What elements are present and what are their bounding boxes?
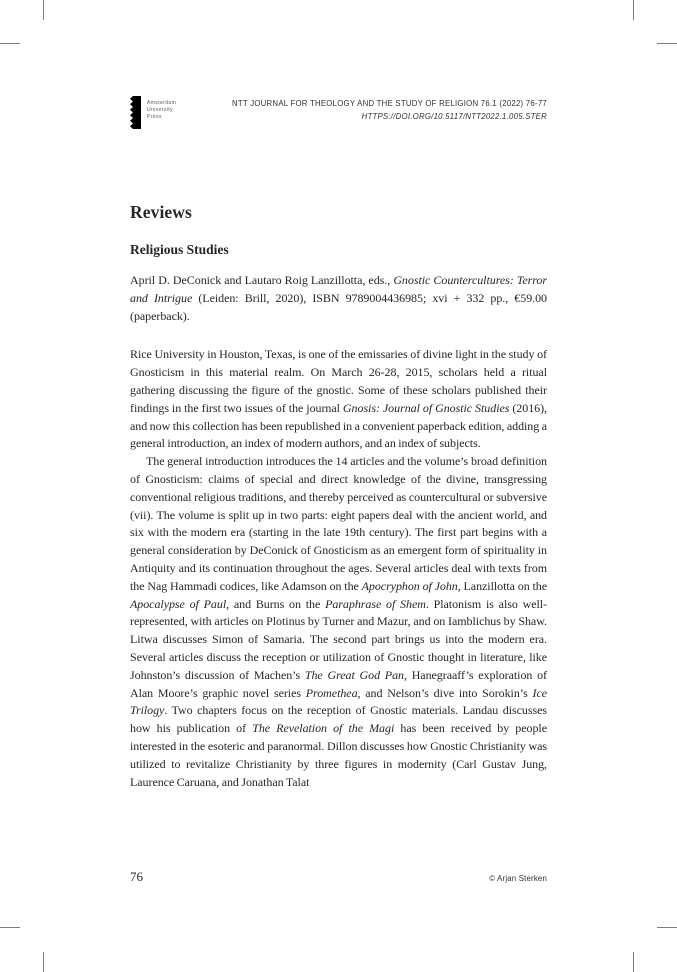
publisher-logo	[130, 96, 176, 134]
journal-title-line: NTT JOURNAL FOR THEOLOGY AND THE STUDY OF RELIGION 76.1 (2022) 76-77	[232, 99, 547, 108]
publisher-name-line: Press	[147, 114, 162, 120]
crop-mark-top-left-horizontal	[0, 43, 20, 44]
crop-mark-bottom-right-vertical	[633, 952, 634, 972]
journal-doi-line: HTTPS://DOI.ORG/10.5117/NTT2022.1.005.STER	[361, 112, 547, 121]
crop-mark-bottom-left-vertical	[43, 952, 44, 972]
page-footer	[130, 869, 547, 885]
review-paragraph: Rice University in Houston, Texas, is one of the emissaries of divine light in the study of Gnosticism in this material realm. On March 26-28, 2015, scholars held a ritual gathering discussing the figure of the gnostic. Some of these scholars published their findings in the first two issues of the journal Gnosis: Journal of Gnostic Studies (2016), and now this collection has been republished in a convenient paperback edition, adding a general introduction, an index of modern authors, and an index of subjects.	[130, 347, 548, 451]
crop-mark-bottom-left-horizontal	[0, 927, 20, 928]
publisher-name-line: University	[147, 107, 173, 113]
section-heading: Religious Studies	[130, 242, 229, 257]
article-body	[130, 202, 547, 791]
publisher-logo-mark-icon	[130, 96, 141, 134]
page-number: 76	[130, 869, 143, 884]
journal-header	[232, 97, 547, 123]
crop-mark-top-right-horizontal	[657, 43, 677, 44]
publisher-logo-text	[147, 96, 176, 121]
publisher-name-line: Amsterdam	[147, 100, 177, 106]
copyright-notice: © Arjan Sterken	[489, 874, 547, 883]
crop-mark-top-left-vertical	[43, 0, 44, 20]
book-citation: April D. DeConick and Lautaro Roig Lanzillotta, eds., Gnostic Countercultures: Terror and Intrigue (Leiden: Brill, 2020), ISBN 9789004436985; xvi + 332 pp., €59.00 (paperback).	[130, 273, 548, 323]
review-paragraph: The general introduction introduces the 14 articles and the volume’s broad definition of Gnosticism: claims of special and direct knowledge of the divine, transgressing conventional religious traditions, and thereby perceived as countercultural or subversive (vii). The volume is split up in two parts: eight papers deal with the ancient world, and six with the modern era (starting in the late 19th century). The first part begins with a general consideration by DeConick of Gnosticism as an emergent form of spirituality in Antiquity and its continuation throughout the ages. Several articles deal with texts from the Nag Hammadi codices, like Adamson on the Apocryphon of John, Lanzillotta on the Apocalypse of Paul, and Burns on the Paraphrase of Shem. Platonism is also well-represented, with articles on Plotinus by Turner and Mazur, and on Iamblichus by Shaw. Litwa discusses Simon of Samaria. The second part brings us into the modern era. Several articles discuss the reception or utilization of Gnostic thought in literature, like Johnston’s discussion of Machen’s The Great God Pan, Hanegraaff’s exploration of Alan Moore’s graphic novel series Promethea, and Nelson’s dive into Sorokin’s Ice Trilogy. Two chapters focus on the reception of Gnostic materials. Landau discusses how his publication of The Revelation of the Magi has been received by people interested in the esoteric and paranormal. Dillon discusses how Gnostic Christianity was utilized to revitalize Christianity by three figures in modernity (Carl Gustav Jung, Laurence Caruana, and Jonathan Talat	[130, 454, 548, 789]
page-title: Reviews	[130, 202, 192, 222]
crop-mark-bottom-right-horizontal	[657, 927, 677, 928]
crop-mark-top-right-vertical	[633, 0, 634, 20]
